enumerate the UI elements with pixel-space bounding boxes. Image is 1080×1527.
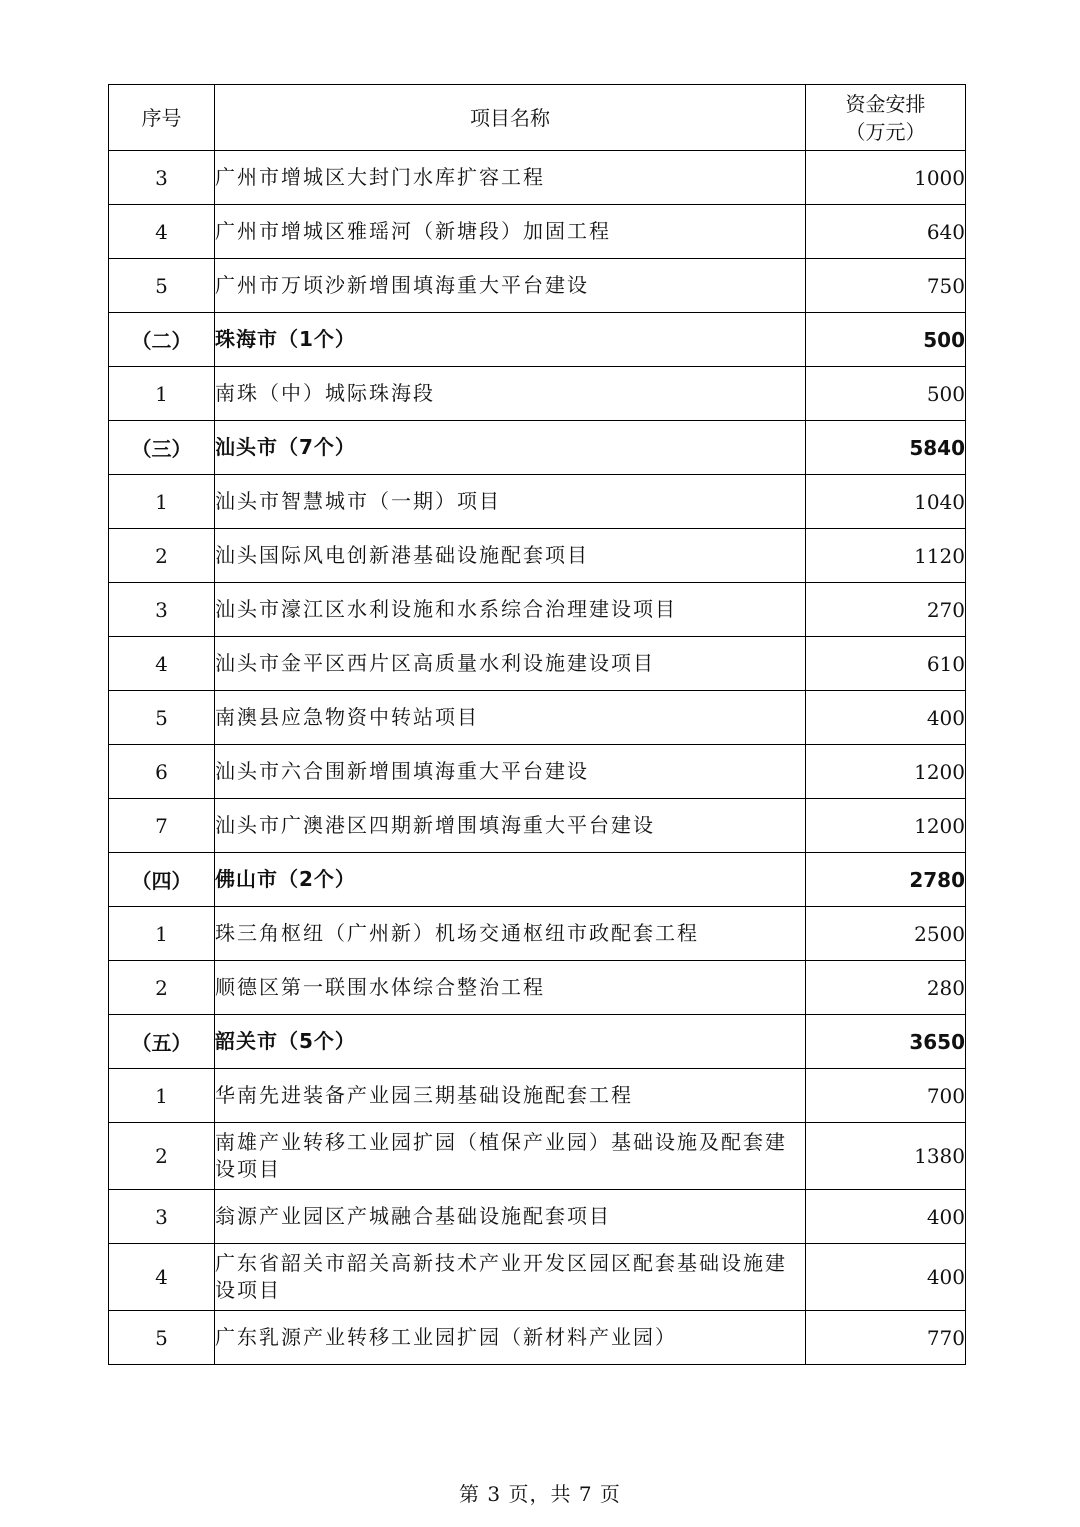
row-seq: 2 — [109, 529, 215, 583]
row-seq: 3 — [109, 151, 215, 205]
row-seq: 1 — [109, 367, 215, 421]
page-number-footer: 第 3 页，共 7 页 — [459, 1482, 621, 1506]
table-group-row — [109, 421, 966, 475]
table-body — [109, 151, 966, 1365]
row-project-name: 广州市万顷沙新增围填海重大平台建设 — [215, 259, 806, 313]
row-amount: 3650 — [806, 1015, 966, 1069]
row-project-name: 顺德区第一联围水体综合整治工程 — [215, 961, 806, 1015]
row-seq: 3 — [109, 583, 215, 637]
row-project-name: 汕头市智慧城市（一期）项目 — [215, 475, 806, 529]
table-group-row — [109, 1015, 966, 1069]
table-row — [109, 367, 966, 421]
row-seq: 2 — [109, 961, 215, 1015]
header-project-name: 项目名称 — [215, 85, 806, 151]
row-project-name: 佛山市（2个） — [215, 853, 806, 907]
row-project-name: 珠三角枢纽（广州新）机场交通枢纽市政配套工程 — [215, 907, 806, 961]
row-amount: 700 — [806, 1069, 966, 1123]
row-amount: 640 — [806, 205, 966, 259]
row-project-name: 翁源产业园区产城融合基础设施配套项目 — [215, 1190, 806, 1244]
funding-table — [108, 84, 966, 1365]
row-amount: 1200 — [806, 799, 966, 853]
row-amount: 1000 — [806, 151, 966, 205]
row-seq: 1 — [109, 475, 215, 529]
row-seq: 2 — [109, 1123, 215, 1190]
row-seq: 7 — [109, 799, 215, 853]
row-project-name: 广州市增城区雅瑶河（新塘段）加固工程 — [215, 205, 806, 259]
table-row — [109, 259, 966, 313]
row-seq: 3 — [109, 1190, 215, 1244]
table-row — [109, 1311, 966, 1365]
header-amount-line1: 资金安排 — [845, 91, 926, 116]
header-amount — [806, 85, 966, 151]
row-seq: 4 — [109, 205, 215, 259]
table-row — [109, 475, 966, 529]
row-seq: （二） — [109, 313, 215, 367]
row-project-name: 汕头市广澳港区四期新增围填海重大平台建设 — [215, 799, 806, 853]
table-group-row — [109, 313, 966, 367]
row-amount: 400 — [806, 691, 966, 745]
row-project-name: 华南先进装备产业园三期基础设施配套工程 — [215, 1069, 806, 1123]
row-project-name: 汕头国际风电创新港基础设施配套项目 — [215, 529, 806, 583]
table-row — [109, 151, 966, 205]
table-row — [109, 1244, 966, 1311]
row-seq: （四） — [109, 853, 215, 907]
table-row — [109, 961, 966, 1015]
row-project-name: 南雄产业转移工业园扩园（植保产业园）基础设施及配套建设项目 — [215, 1123, 806, 1190]
row-seq: 5 — [109, 691, 215, 745]
row-amount: 500 — [806, 367, 966, 421]
row-project-name: 韶关市（5个） — [215, 1015, 806, 1069]
row-seq: （三） — [109, 421, 215, 475]
row-amount: 2780 — [806, 853, 966, 907]
row-amount: 1200 — [806, 745, 966, 799]
row-seq: 5 — [109, 1311, 215, 1365]
row-amount: 1120 — [806, 529, 966, 583]
table-row — [109, 1190, 966, 1244]
row-seq: （五） — [109, 1015, 215, 1069]
table-row — [109, 637, 966, 691]
table-row — [109, 907, 966, 961]
row-amount: 400 — [806, 1244, 966, 1311]
row-amount: 750 — [806, 259, 966, 313]
table-row — [109, 799, 966, 853]
table-row — [109, 1123, 966, 1190]
row-amount: 1380 — [806, 1123, 966, 1190]
row-amount: 1040 — [806, 475, 966, 529]
row-project-name: 汕头市金平区西片区高质量水利设施建设项目 — [215, 637, 806, 691]
row-amount: 770 — [806, 1311, 966, 1365]
table-row — [109, 205, 966, 259]
row-amount: 500 — [806, 313, 966, 367]
row-amount: 5840 — [806, 421, 966, 475]
header-seq: 序号 — [109, 85, 215, 151]
row-amount: 2500 — [806, 907, 966, 961]
table-header-row — [109, 85, 966, 151]
row-amount: 270 — [806, 583, 966, 637]
row-project-name: 汕头市濠江区水利设施和水系综合治理建设项目 — [215, 583, 806, 637]
row-amount: 280 — [806, 961, 966, 1015]
row-project-name: 广东省韶关市韶关高新技术产业开发区园区配套基础设施建设项目 — [215, 1244, 806, 1311]
row-project-name: 汕头市（7个） — [215, 421, 806, 475]
row-seq: 6 — [109, 745, 215, 799]
row-amount: 610 — [806, 637, 966, 691]
table-row — [109, 745, 966, 799]
row-seq: 4 — [109, 1244, 215, 1311]
table-row — [109, 1069, 966, 1123]
row-project-name: 珠海市（1个） — [215, 313, 806, 367]
row-seq: 1 — [109, 1069, 215, 1123]
table-row — [109, 529, 966, 583]
row-seq: 5 — [109, 259, 215, 313]
row-amount: 400 — [806, 1190, 966, 1244]
table-group-row — [109, 853, 966, 907]
row-seq: 4 — [109, 637, 215, 691]
row-seq: 1 — [109, 907, 215, 961]
table-row — [109, 583, 966, 637]
row-project-name: 南珠（中）城际珠海段 — [215, 367, 806, 421]
row-project-name: 汕头市六合围新增围填海重大平台建设 — [215, 745, 806, 799]
row-project-name: 广州市增城区大封门水库扩容工程 — [215, 151, 806, 205]
table-row — [109, 691, 966, 745]
header-amount-line2: （万元） — [845, 119, 926, 144]
row-project-name: 南澳县应急物资中转站项目 — [215, 691, 806, 745]
row-project-name: 广东乳源产业转移工业园扩园（新材料产业园） — [215, 1311, 806, 1365]
